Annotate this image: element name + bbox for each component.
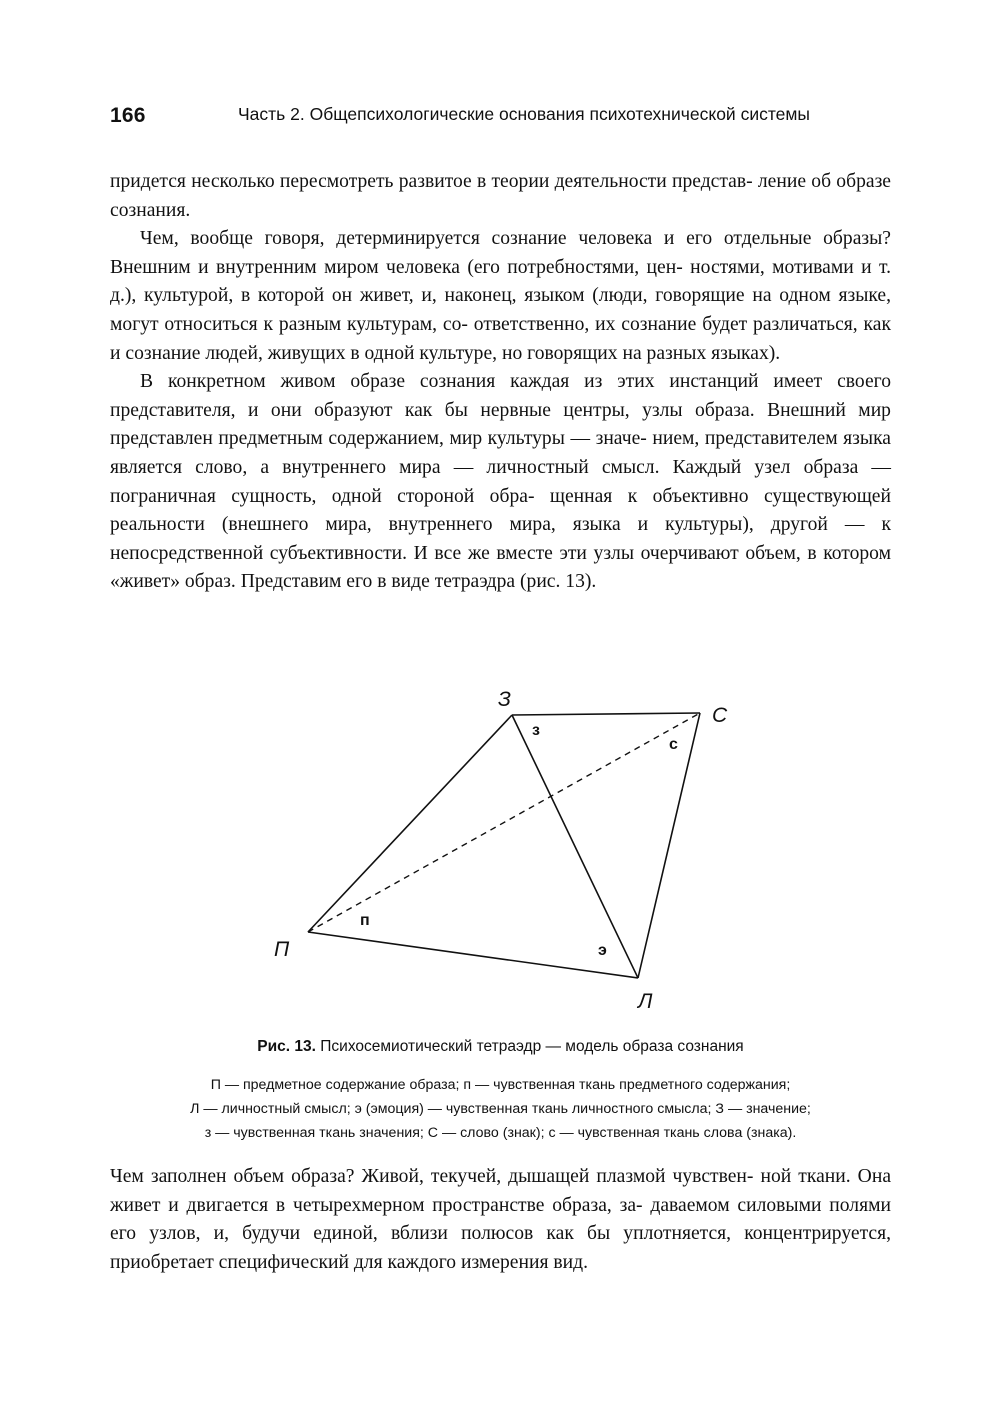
text-line: смысл. Каждый узел образа — пограничная сущность, одной стороной обра-: [110, 456, 891, 507]
edge-p-z: [308, 715, 512, 932]
sublabel-s: с: [669, 736, 678, 753]
text-line: в одной культуре, но говорящих на разных языках).: [350, 342, 781, 364]
tetrahedron-diagram: [260, 684, 740, 1024]
legend-line: Л — личностный смысл; э (эмоция) — чувственная ткань личностного смысла; З — значение;: [190, 1101, 811, 1117]
vertex-label-l: Л: [638, 990, 653, 1013]
page-header: [110, 100, 890, 132]
text-line: бы уплотняется, концентрируется, приобретает специфический для каждого: [110, 1223, 891, 1273]
text-line: даваемом силовыми полями его узлов, и, будучи единой, вблизи полюсов как: [110, 1194, 891, 1245]
figure-title: Психосемиотический тетраэдр — модель образа сознания: [320, 1038, 744, 1055]
text-line: же вместе эти узлы очерчивают объем, в котором «живет» образ. Представим: [110, 542, 891, 593]
running-head: Часть 2. Общепсихологические основания психотехнической системы: [238, 104, 811, 124]
text-line: придется несколько пересмотреть развитое в теории деятельности представ-: [110, 171, 753, 192]
sublabel-p: п: [360, 912, 370, 929]
body-text-top: [110, 168, 891, 597]
sublabel-e: э: [598, 942, 607, 959]
text-line: нием, представителем языка является слово, а внутреннего мира — личностный: [110, 428, 891, 478]
edge-p-l: [308, 932, 638, 978]
vertex-label-z: З: [498, 688, 511, 711]
text-line: (люди, говорящие на одном языке, могут относиться к разным культурам, со-: [110, 285, 891, 335]
edge-z-l: [512, 715, 638, 978]
text-line: Внешний мир представлен предметным содержанием, мир культуры — значе-: [110, 399, 891, 450]
tetrahedron-figure: [260, 684, 740, 1024]
body-text-bottom: [110, 1163, 891, 1277]
edge-z-s: [512, 713, 700, 715]
text-line: своего представителя, и они образуют как бы нервные центры, узлы образа.: [110, 371, 891, 421]
text-line: ление об образе сознания.: [110, 171, 892, 221]
page-number: 166: [110, 104, 146, 127]
text-line: В конкретном живом образе сознания каждая из этих инстанций имеет: [140, 371, 838, 393]
figure-legend: [110, 1073, 891, 1145]
text-line: его в виде тетраэдра (рис. 13).: [346, 571, 597, 593]
vertex-label-p: П: [274, 938, 290, 961]
paragraph: [110, 1163, 891, 1277]
figure-number: Рис. 13.: [257, 1038, 316, 1055]
figure-caption: [110, 1038, 891, 1056]
text-line: образы? Внешним и внутренним миром человека (его потребностями, цен-: [110, 228, 891, 278]
text-line: ной ткани. Она живет и двигается в четырехмерном пространстве образа, за-: [110, 1166, 892, 1216]
paragraph: [110, 168, 891, 225]
text-line: Чем заполнен объем образа? Живой, текучей, дышащей плазмой чувствен-: [110, 1166, 754, 1187]
edge-p-s-hidden: [308, 713, 700, 932]
text-line: ностями, мотивами и т. д.), культурой, в которой он живет, и, наконец, языком: [110, 256, 892, 307]
text-line: щенная к объективно существующей реальности (внешнего мира, внутреннего: [110, 485, 891, 536]
sublabel-z: з: [532, 722, 540, 739]
legend-line: П — предметное содержание образа; п — чувственная ткань предметного содержания;: [210, 1077, 791, 1093]
legend-line: з — чувственная ткань значения; С — слово (знак); с — чувственная ткань слова (знака).: [204, 1125, 797, 1141]
text-line: ответственно, их сознание будет различаться, как и сознание людей, живущих: [110, 313, 891, 364]
text-line: измерения вид.: [460, 1251, 588, 1273]
vertex-label-s: С: [712, 704, 728, 727]
paragraph: [110, 368, 891, 597]
paragraph: [110, 225, 891, 368]
text-line: мира, языка и культуры), другой — к непосредственной субъективности. И все: [110, 514, 891, 564]
text-line: Чем, вообще говоря, детерминируется сознание человека и его отдельные: [140, 228, 824, 250]
